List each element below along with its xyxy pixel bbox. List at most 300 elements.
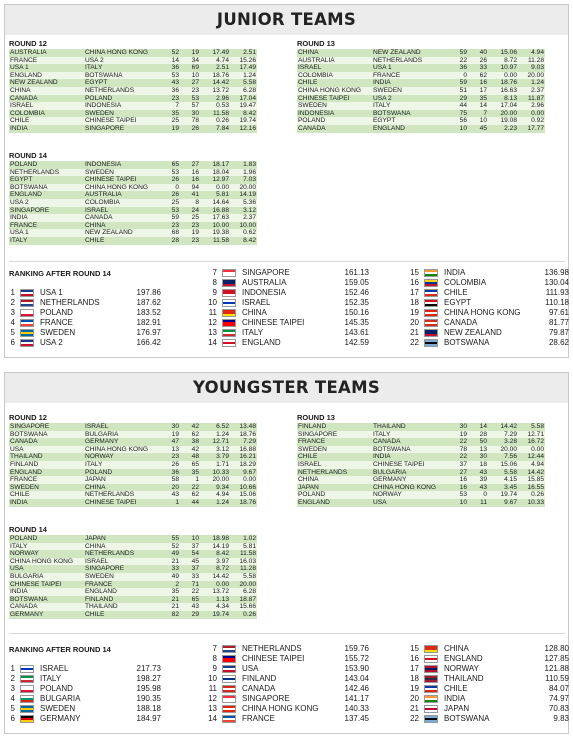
home-vps: 9.34 xyxy=(200,484,230,492)
rank-position: 12 xyxy=(208,318,217,327)
team-score: 110.18 xyxy=(545,298,569,307)
away-team: CHILE xyxy=(84,237,162,245)
away-imps: 16 xyxy=(468,79,488,87)
team-name: COLOMBIA xyxy=(444,278,487,287)
rank-position: 12 xyxy=(208,694,217,703)
home-vps: 8.13 xyxy=(488,95,518,103)
rank-position: 22 xyxy=(410,714,419,723)
home-imps: 53 xyxy=(162,169,180,177)
team-name: CANADA xyxy=(444,318,478,327)
rank-position: 22 xyxy=(410,338,419,347)
rank-position: 7 xyxy=(212,268,217,277)
rank-position: 16 xyxy=(410,654,419,663)
match-row xyxy=(297,431,545,439)
away-team: SINGAPORE xyxy=(84,125,162,133)
team-score: 143.04 xyxy=(344,674,369,683)
away-vps: 20.00 xyxy=(230,184,257,192)
away-vps: 16.03 xyxy=(230,558,257,566)
away-vps: 16.88 xyxy=(230,446,257,454)
match-row xyxy=(9,558,257,566)
match-row xyxy=(9,565,257,573)
away-vps: 6.28 xyxy=(230,87,257,95)
away-vps: 11.87 xyxy=(518,95,545,103)
home-vps: 1.71 xyxy=(200,461,230,469)
away-team: INDONESIA xyxy=(84,102,162,110)
home-team: SINGAPORE xyxy=(9,423,84,431)
away-team: BULGARIA xyxy=(84,431,162,439)
away-team: CHINA HONG KONG xyxy=(84,446,162,454)
away-team: CHINA xyxy=(84,484,162,492)
team-score: 188.18 xyxy=(136,704,161,713)
rank-position: 14 xyxy=(208,714,217,723)
team-score: 183.52 xyxy=(136,308,161,317)
away-imps: 50 xyxy=(468,438,488,446)
match-row xyxy=(9,117,257,125)
home-imps: 10 xyxy=(450,499,468,507)
home-team: ENGLAND xyxy=(9,469,84,477)
home-vps: 14.42 xyxy=(488,423,518,431)
us-flag-icon xyxy=(222,665,236,673)
team-name: BOTSWANA xyxy=(444,714,490,723)
home-imps: 53 xyxy=(162,72,180,80)
away-imps: 19 xyxy=(180,49,200,57)
home-vps: 2.23 xyxy=(488,125,518,133)
home-imps: 43 xyxy=(162,491,180,499)
home-imps: 35 xyxy=(162,110,180,118)
away-imps: 69 xyxy=(180,64,200,72)
away-vps: 2.37 xyxy=(230,214,257,222)
away-vps: 5.81 xyxy=(230,543,257,551)
team-score: 176.97 xyxy=(136,328,161,337)
home-imps: 26 xyxy=(162,191,180,199)
ranking-column xyxy=(5,288,161,348)
team-score: 142.59 xyxy=(344,338,369,347)
home-imps: 19 xyxy=(450,431,468,439)
home-imps: 19 xyxy=(162,125,180,133)
team-name: ITALY xyxy=(242,328,264,337)
home-imps: 13 xyxy=(162,446,180,454)
ranking-row xyxy=(409,288,569,298)
rank-position: 17 xyxy=(410,288,419,297)
away-imps: 23 xyxy=(180,87,200,95)
away-imps: 43 xyxy=(180,603,200,611)
team-name: CHINA HONG KONG xyxy=(444,308,521,317)
away-vps: 16.21 xyxy=(230,453,257,461)
away-imps: 43 xyxy=(468,469,488,477)
match-row xyxy=(9,550,257,558)
match-row xyxy=(297,446,545,454)
match-row xyxy=(9,161,257,169)
au-flag-icon xyxy=(222,279,236,287)
bw-flag-icon xyxy=(424,715,438,723)
match-row xyxy=(297,476,545,484)
match-row xyxy=(9,573,257,581)
team-score: 197.86 xyxy=(136,288,161,297)
away-team: INDIA xyxy=(372,453,450,461)
away-vps: 2.37 xyxy=(518,87,545,95)
away-vps: 19.74 xyxy=(230,117,257,125)
ranking-title: RANKING AFTER ROUND 14 xyxy=(9,269,111,278)
rank-position: 18 xyxy=(410,674,419,683)
away-vps: 15.85 xyxy=(518,476,545,484)
home-vps: 11.58 xyxy=(200,237,230,245)
away-team: CHINESE TAIPEI xyxy=(84,176,162,184)
ranking-row xyxy=(409,308,569,318)
away-vps: 9.03 xyxy=(518,64,545,72)
home-imps: 20 xyxy=(162,484,180,492)
match-row xyxy=(297,87,545,95)
rank-position: 19 xyxy=(410,684,419,693)
match-row xyxy=(9,543,257,551)
away-imps: 39 xyxy=(468,476,488,484)
team-score: 127.85 xyxy=(544,654,569,663)
rank-position: 2 xyxy=(10,674,15,683)
team-name: ISRAEL xyxy=(40,664,69,673)
home-team: CHINA xyxy=(297,49,372,57)
home-team: CANADA xyxy=(297,125,372,133)
team-score: 184.97 xyxy=(136,714,161,723)
home-team: SWEDEN xyxy=(297,102,372,110)
away-vps: 10.66 xyxy=(230,484,257,492)
away-vps: 12.71 xyxy=(518,431,545,439)
home-team: CHINESE TAIPEI xyxy=(297,95,372,103)
il-flag-icon xyxy=(20,665,34,673)
away-team: INDONESIA xyxy=(84,161,162,169)
away-imps: 13 xyxy=(468,446,488,454)
home-vps: 10.33 xyxy=(200,469,230,477)
home-team: FINLAND xyxy=(9,461,84,469)
se-flag-icon xyxy=(20,705,34,713)
away-team: NETHERLANDS xyxy=(84,491,162,499)
rank-position: 2 xyxy=(10,298,15,307)
team-name: CHINA HONG KONG xyxy=(242,704,319,713)
away-imps: 10 xyxy=(180,72,200,80)
home-imps: 23 xyxy=(162,95,180,103)
away-imps: 37 xyxy=(180,543,200,551)
team-score: 9.83 xyxy=(553,714,569,723)
home-vps: 19.38 xyxy=(200,229,230,237)
home-team: INDIA xyxy=(9,499,84,507)
home-imps: 30 xyxy=(450,423,468,431)
away-imps: 42 xyxy=(180,423,200,431)
away-team: FINLAND xyxy=(84,596,162,604)
hk-flag-icon xyxy=(424,309,438,317)
youngster-round-13 xyxy=(297,413,545,507)
home-imps: 47 xyxy=(162,438,180,446)
ranking-row xyxy=(207,684,369,694)
rank-position: 10 xyxy=(208,674,217,683)
team-name: THAILAND xyxy=(444,674,484,683)
away-imps: 53 xyxy=(180,95,200,103)
away-vps: 0.26 xyxy=(230,611,257,619)
home-imps: 36 xyxy=(162,469,180,477)
round-title: ROUND 14 xyxy=(9,151,47,160)
home-team: POLAND xyxy=(297,117,372,125)
match-row xyxy=(9,214,257,222)
results-table xyxy=(9,161,257,245)
away-vps: 4.94 xyxy=(518,461,545,469)
home-imps: 10 xyxy=(450,125,468,133)
away-vps: 20.00 xyxy=(230,581,257,589)
team-score: 190.35 xyxy=(136,694,161,703)
away-imps: 28 xyxy=(468,431,488,439)
ranking-row xyxy=(409,704,569,714)
away-team: NORWAY xyxy=(84,453,162,461)
home-team: SWEDEN xyxy=(9,484,84,492)
home-team: BOTSWANA xyxy=(9,184,84,192)
away-team: SWEDEN xyxy=(84,169,162,177)
away-vps: 18.76 xyxy=(230,431,257,439)
home-vps: 20.00 xyxy=(200,476,230,484)
youngster-round-14 xyxy=(9,525,257,619)
away-vps: 15.66 xyxy=(230,603,257,611)
home-team: AUSTRALIA xyxy=(297,57,372,65)
team-name: CHILE xyxy=(444,684,468,693)
home-imps: 22 xyxy=(450,57,468,65)
us-flag-icon xyxy=(20,339,34,347)
away-imps: 14 xyxy=(468,102,488,110)
ranking-row xyxy=(409,674,569,684)
nl-flag-icon xyxy=(222,645,236,653)
match-row xyxy=(9,588,257,596)
away-imps: 35 xyxy=(468,95,488,103)
home-imps: 43 xyxy=(162,79,180,87)
away-team: AUSTRALIA xyxy=(84,191,162,199)
away-team: CHINA HONG KONG xyxy=(372,484,450,492)
match-row xyxy=(297,64,545,72)
home-team: BOTSWANA xyxy=(9,596,84,604)
match-row xyxy=(9,64,257,72)
home-vps: 19.74 xyxy=(200,611,230,619)
home-vps: 19.74 xyxy=(488,491,518,499)
team-name: BULGARIA xyxy=(40,694,81,703)
se-flag-icon xyxy=(20,329,34,337)
bg-flag-icon xyxy=(20,695,34,703)
ranking-column xyxy=(207,644,369,724)
away-vps: 11.58 xyxy=(230,550,257,558)
rank-position: 1 xyxy=(10,288,15,297)
rank-position: 7 xyxy=(212,644,217,653)
away-team: BULGARIA xyxy=(372,469,450,477)
home-imps: 75 xyxy=(450,110,468,118)
round-title: ROUND 12 xyxy=(9,413,47,422)
it-flag-icon xyxy=(222,329,236,337)
match-row xyxy=(9,207,257,215)
team-name: ENGLAND xyxy=(444,654,483,663)
home-vps: 2.96 xyxy=(200,95,230,103)
away-team: ITALY xyxy=(84,461,162,469)
home-team: EGYPT xyxy=(9,176,84,184)
away-team: BOTSWANA xyxy=(84,72,162,80)
away-imps: 22 xyxy=(180,588,200,596)
away-imps: 10 xyxy=(468,117,488,125)
away-imps: 30 xyxy=(468,453,488,461)
ranking-row xyxy=(207,308,369,318)
away-imps: 65 xyxy=(180,596,200,604)
team-score: 28.62 xyxy=(548,338,569,347)
home-team: CHINESE TAIPEI xyxy=(9,581,84,589)
home-team: POLAND xyxy=(9,535,84,543)
away-imps: 44 xyxy=(180,499,200,507)
away-imps: 33 xyxy=(468,64,488,72)
rank-position: 9 xyxy=(212,288,217,297)
home-imps: 49 xyxy=(162,573,180,581)
home-vps: 3.28 xyxy=(488,438,518,446)
away-imps: 42 xyxy=(180,446,200,454)
home-team: SINGAPORE xyxy=(297,431,372,439)
ranking-row xyxy=(409,694,569,704)
home-team: INDIA xyxy=(9,214,84,222)
match-row xyxy=(297,438,545,446)
away-imps: 27 xyxy=(180,161,200,169)
away-team: SWEDEN xyxy=(84,573,162,581)
youngster-teams-title: YOUNGSTER TEAMS xyxy=(5,373,568,403)
away-vps: 0.00 xyxy=(518,110,545,118)
ranking-row xyxy=(5,684,161,694)
home-vps: 10.97 xyxy=(488,64,518,72)
away-vps: 7.29 xyxy=(230,438,257,446)
match-row xyxy=(9,199,257,207)
home-vps: 2.51 xyxy=(200,64,230,72)
hk-flag-icon xyxy=(222,705,236,713)
it-flag-icon xyxy=(20,675,34,683)
home-team: FRANCE xyxy=(9,476,84,484)
match-row xyxy=(9,87,257,95)
pl-flag-icon xyxy=(20,685,34,693)
home-team: CANADA xyxy=(9,438,84,446)
home-imps: 68 xyxy=(162,229,180,237)
home-vps: 0.00 xyxy=(488,72,518,80)
away-vps: 16.72 xyxy=(518,438,545,446)
away-vps: 18.76 xyxy=(230,499,257,507)
away-team: CHINESE TAIPEI xyxy=(84,117,162,125)
rank-position: 17 xyxy=(410,664,419,673)
away-vps: 1.83 xyxy=(230,161,257,169)
team-name: JAPAN xyxy=(444,704,470,713)
rank-position: 19 xyxy=(410,308,419,317)
ranking-row xyxy=(5,318,161,328)
home-vps: 18.17 xyxy=(200,161,230,169)
ranking-row xyxy=(207,268,369,278)
away-imps: 45 xyxy=(180,558,200,566)
team-score: 159.76 xyxy=(344,644,369,653)
team-name: FRANCE xyxy=(242,714,275,723)
rank-position: 3 xyxy=(10,308,15,317)
away-imps: 8 xyxy=(180,199,200,207)
ranking-row xyxy=(207,674,369,684)
home-imps: 21 xyxy=(162,558,180,566)
match-row xyxy=(9,469,257,477)
away-team: ITALY xyxy=(84,64,162,72)
away-imps: 62 xyxy=(180,431,200,439)
rank-position: 21 xyxy=(410,704,419,713)
home-vps: 14.19 xyxy=(200,543,230,551)
home-team: CANADA xyxy=(9,95,84,103)
rank-position: 6 xyxy=(10,338,15,347)
team-score: 198.27 xyxy=(136,674,161,683)
team-score: 187.62 xyxy=(136,298,161,307)
away-vps: 0.26 xyxy=(518,491,545,499)
match-row xyxy=(9,611,257,619)
match-row xyxy=(9,57,257,65)
match-row xyxy=(297,499,545,507)
rank-position: 15 xyxy=(410,268,419,277)
home-imps: 30 xyxy=(162,423,180,431)
us-flag-icon xyxy=(20,289,34,297)
home-team: NETHERLANDS xyxy=(297,469,372,477)
home-imps: 0 xyxy=(162,184,180,192)
match-row xyxy=(297,79,545,87)
away-team: CHINA xyxy=(84,543,162,551)
home-team: FINLAND xyxy=(297,423,372,431)
ranking-column xyxy=(5,664,161,724)
ranking-column xyxy=(207,268,369,348)
away-imps: 18 xyxy=(468,461,488,469)
away-vps: 12.16 xyxy=(230,125,257,133)
rank-position: 4 xyxy=(10,318,15,327)
home-team: CHINA xyxy=(9,87,84,95)
away-imps: 23 xyxy=(180,222,200,230)
youngster-round-12 xyxy=(9,413,257,507)
team-score: 140.33 xyxy=(344,704,369,713)
rank-position: 13 xyxy=(208,328,217,337)
team-score: 81.77 xyxy=(548,318,569,327)
divider xyxy=(9,261,565,262)
ranking-row xyxy=(207,714,369,724)
de-flag-icon xyxy=(20,715,34,723)
match-row xyxy=(9,596,257,604)
away-imps: 65 xyxy=(180,461,200,469)
home-team: CHINA xyxy=(297,476,372,484)
home-team: ISRAEL xyxy=(9,102,84,110)
away-team: ITALY xyxy=(372,431,450,439)
home-team: SINGAPORE xyxy=(9,207,84,215)
away-team: USA 2 xyxy=(84,57,162,65)
away-team: POLAND xyxy=(84,469,162,477)
home-imps: 37 xyxy=(450,461,468,469)
home-team: CHILE xyxy=(297,79,372,87)
away-imps: 94 xyxy=(180,184,200,192)
tw-flag-icon xyxy=(222,319,236,327)
away-vps: 6.28 xyxy=(230,588,257,596)
results-table xyxy=(9,535,257,619)
away-team: SWEDEN xyxy=(84,110,162,118)
match-row xyxy=(9,49,257,57)
home-team: BOTSWANA xyxy=(9,431,84,439)
away-imps: 0 xyxy=(468,491,488,499)
match-row xyxy=(9,535,257,543)
away-team: EGYPT xyxy=(372,117,450,125)
away-team: CANADA xyxy=(84,214,162,222)
home-vps: 17.04 xyxy=(488,102,518,110)
ranking-row xyxy=(409,644,569,654)
home-imps: 27 xyxy=(450,469,468,477)
results-table xyxy=(9,49,257,133)
ranking-row xyxy=(207,298,369,308)
ranking-row xyxy=(409,714,569,724)
home-team: USA 1 xyxy=(9,64,84,72)
team-score: 110.59 xyxy=(545,674,569,683)
away-imps: 10 xyxy=(180,535,200,543)
nl-flag-icon xyxy=(20,299,34,307)
match-row xyxy=(297,117,545,125)
team-name: INDIA xyxy=(444,268,466,277)
away-imps: 22 xyxy=(180,484,200,492)
home-team: ITALY xyxy=(9,543,84,551)
team-name: ISRAEL xyxy=(242,298,271,307)
home-imps: 14 xyxy=(162,57,180,65)
away-team: CHILE xyxy=(84,611,162,619)
